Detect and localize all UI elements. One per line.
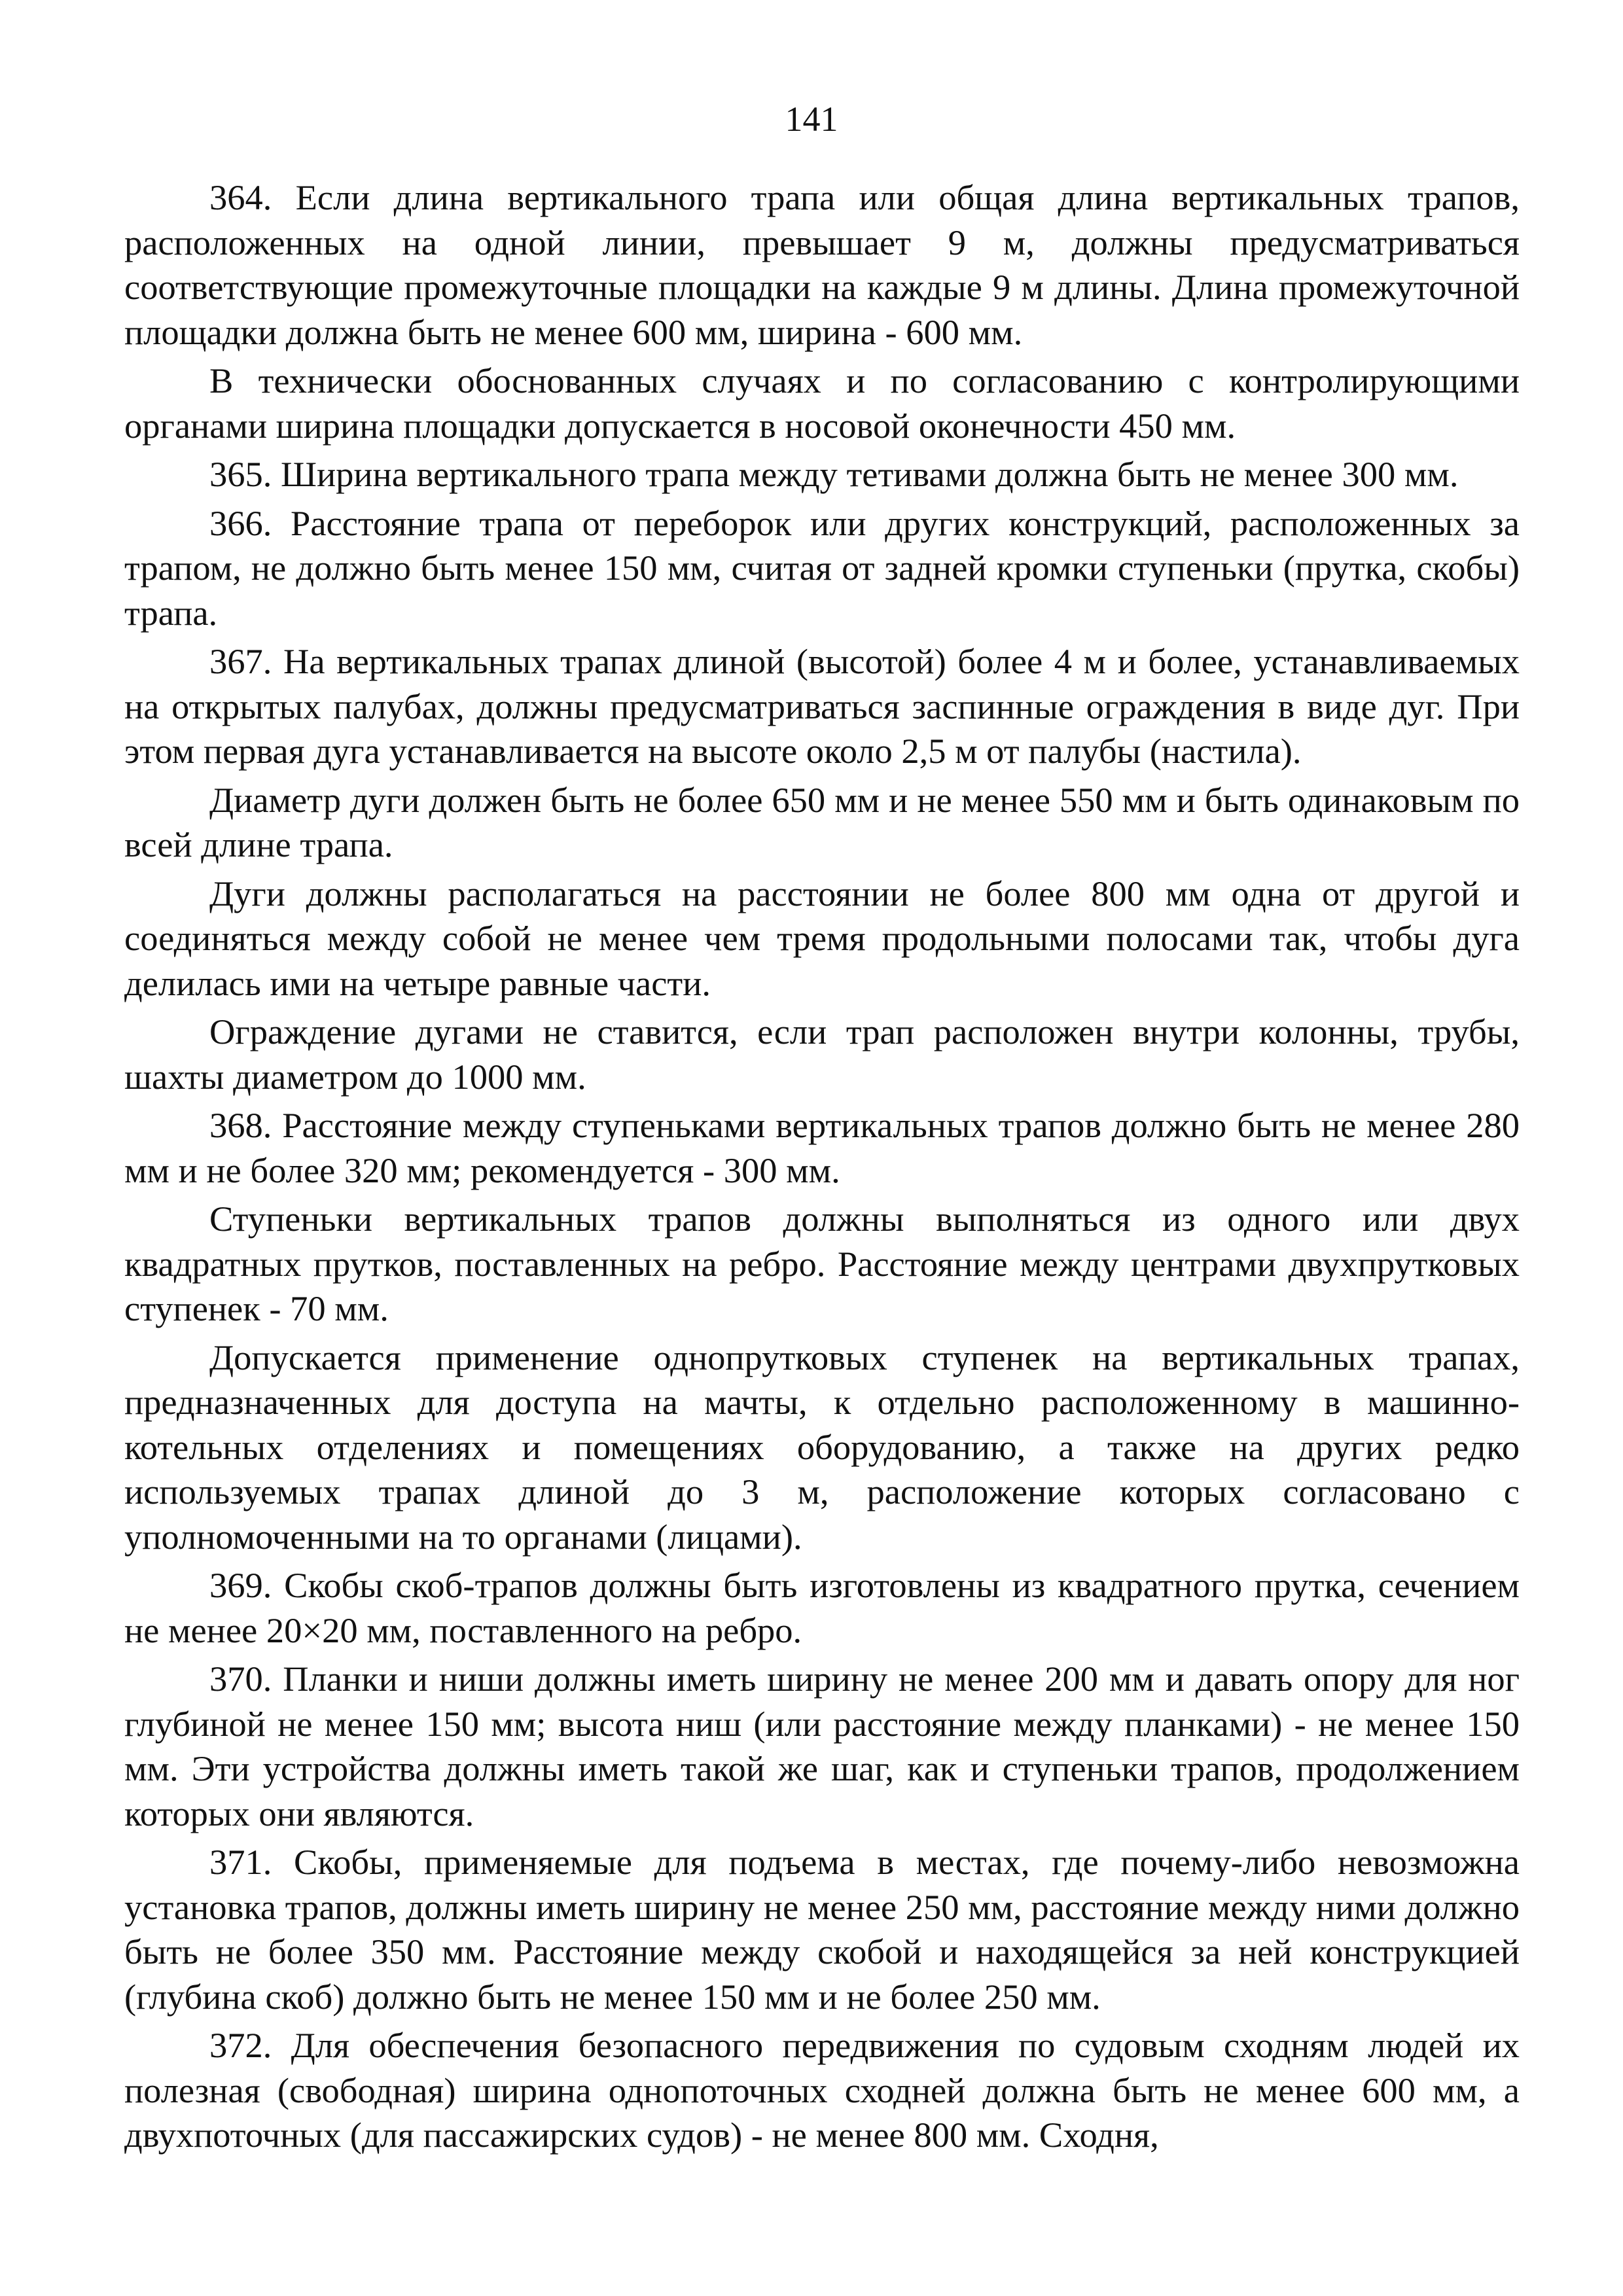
paragraph-368-rungs: Ступеньки вертикальных трапов должны выполняться из одного или двух квадратных прутков, поставленных на ребро. Расстояние между центрами двухпрутковых ступенек - 70 мм. <box>124 1199 1520 1328</box>
paragraph-367: 367. На вертикальных трапах длиной (высотой) более 4 м и более, устанавливаемых на открытых палубах, должны предусматриваться заспинные ограждения в виде дуг. При этом первая дуга устанавливается на высоте около 2,5 м от палубы (настила). <box>124 641 1520 771</box>
paragraph-369: 369. Скобы скоб-трапов должны быть изготовлены из квадратного прутка, сечением не менее 20×20 мм, поставленного на ребро. <box>124 1565 1520 1650</box>
paragraph-367-exception: Ограждение дугами не ставится, если трап расположен внутри колонны, трубы, шахты диаметром до 1000 мм. <box>124 1012 1520 1097</box>
paragraph-365: 365. Ширина вертикального трапа между тетивами должна быть не менее 300 мм. <box>209 454 1459 494</box>
paragraph-368: 368. Расстояние между ступеньками вертикальных трапов должно быть не менее 280 мм и не более 320 мм; рекомендуется - 300 мм. <box>124 1105 1520 1190</box>
paragraph-364-note: В технически обоснованных случаях и по согласованию с контролирующими органами ширина площадки допускается в носовой оконечности 450 мм. <box>124 361 1520 446</box>
document-body <box>124 175 1520 2158</box>
paragraph-364: 364. Если длина вертикального трапа или общая длина вертикальных трапов, расположенных на одной линии, превышает 9 м, должны предусматриваться соответствующие промежуточные площадки на каждые 9 м длины. Длина промежуточной площадки должна быть не менее 600 мм, ширина - 600 мм. <box>124 177 1520 352</box>
paragraph-370: 370. Планки и ниши должны иметь ширину не менее 200 мм и давать опору для ног глубиной не менее 150 мм; высота ниш (или расстояние между планками) - не менее 150 мм. Эти устройства должны иметь такой же шаг, как и ступеньки трапов, продолжением которых они являются. <box>124 1659 1520 1833</box>
paragraph-367-diameter: Диаметр дуги должен быть не более 650 мм и не менее 550 мм и быть одинаковым по всей длине трапа. <box>124 779 1520 864</box>
page-number: 141 <box>785 99 838 139</box>
paragraph-368-single-rod: Допускается применение однопрутковых ступенек на вертикальных трапах, предназначенных для доступа на мачты, к отдельно расположенному в машинно-котельных отделениях и помещениях оборудованию, а также на других редко используемых трапах длиной до 3 м, расположение которых согласовано с уполномоченными на то органами (лицами). <box>124 1337 1520 1557</box>
paragraph-367-arcs: Дуги должны располагаться на расстоянии не более 800 мм одна от другой и соединяться между собой не менее чем тремя продольными полосами так, чтобы дуга делилась ими на четыре равные части. <box>124 873 1520 1003</box>
paragraph-372: 372. Для обеспечения безопасного передвижения по судовым сходням людей их полезная (свободная) ширина однопоточных сходней должна быть не менее 600 мм, а двухпоточных (для пассажирских судов) - не менее 800 мм. Сходня, <box>124 2025 1520 2155</box>
paragraph-366: 366. Расстояние трапа от переборок или других конструкций, расположенных за трапом, не должно быть менее 150 мм, считая от задней кромки ступеньки (прутка, скобы) трапа. <box>124 503 1520 633</box>
paragraph-371: 371. Скобы, применяемые для подъема в местах, где почему-либо невозможна установка трапов, должны иметь ширину не менее 250 мм, расстояние между ними должно быть не более 350 мм. Расстояние между скобой и находящейся за ней конструкцией (глубина скоб) должно быть не менее 150 мм и не более 250 мм. <box>124 1842 1520 2017</box>
